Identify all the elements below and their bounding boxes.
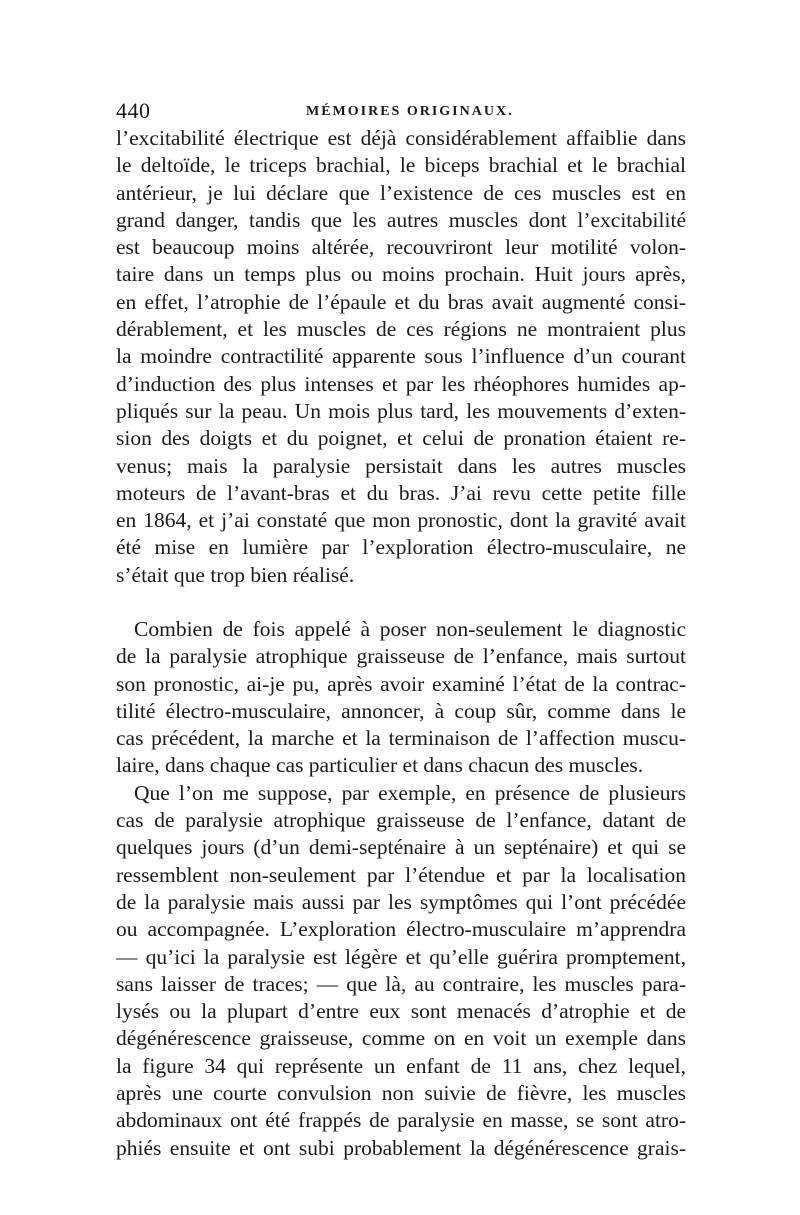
text-line: dérablement, et les muscles de ces régions ne montraient plus	[116, 317, 686, 342]
text-line: abdominaux ont été frappés de paralysie en masse, se sont atro-	[116, 1108, 686, 1133]
text-line: Combien de fois appelé à poser non-seulement le diagnostic	[134, 617, 686, 641]
text-line: antérieur, je lui déclare que l’existence de ces muscles est en	[116, 180, 686, 205]
page-number: 440	[116, 98, 151, 123]
text-line: Que l’on me suppose, par exemple, en présence de plusieurs	[134, 780, 686, 805]
text-line: sion des doigts et du poignet, et celui de pronation étaient re-	[116, 426, 686, 451]
text-line: la moindre contractilité apparente sous l’influence d’un courant	[116, 344, 686, 369]
text-line: grand danger, tandis que les autres muscles dont l’excitabilité	[116, 207, 686, 232]
text-line: de la paralysie mais aussi par les symptômes qui l’ont précédée	[116, 889, 686, 914]
text-line: est beaucoup moins altérée, recouvriront leur motilité volon-	[116, 235, 686, 260]
text-line: cas précédent, la marche et la terminaison de l’affection muscu-	[116, 726, 686, 751]
text-line: d’induction des plus intenses et par les rhéophores humides ap-	[116, 371, 686, 396]
text-line: moteurs de l’avant-bras et du bras. J’ai revu cette petite fille	[116, 480, 686, 505]
text-line: le deltoïde, le triceps brachial, le biceps brachial et le brachial	[116, 153, 686, 178]
text-line: son pronostic, ai-je pu, après avoir examiné l’état de la contrac-	[116, 671, 686, 696]
running-header	[116, 98, 686, 124]
text-line: après une courte convulsion non suivie de fièvre, les muscles	[116, 1081, 686, 1106]
text-line: ressemblent non-seulement par l’étendue et par la localisation	[116, 862, 686, 887]
text-line: l’excitabilité électrique est déjà considérablement affaiblie dans	[116, 126, 686, 150]
text-line: en 1864, et j’ai constaté que mon pronostic, dont la gravité avait	[116, 508, 686, 533]
text-line: lysés ou la plupart d’entre eux sont menacés d’atrophie et de	[116, 999, 686, 1024]
text-line: laire, dans chaque cas particulier et dans chacun des muscles.	[116, 753, 644, 778]
running-title: MÉMOIRES ORIGINAUX.	[306, 104, 514, 119]
paragraph-1	[116, 125, 686, 589]
paragraph-2	[116, 616, 686, 1162]
text-line: cas de paralysie atrophique graisseuse de l’enfance, datant de	[116, 808, 686, 833]
text-line: de la paralysie atrophique graisseuse de l’enfance, mais surtout	[116, 644, 686, 669]
text-line: taire dans un temps plus ou moins prochain. Huit jours après,	[116, 262, 686, 287]
text-line: la figure 34 qui représente un enfant de 11 ans, chez lequel,	[116, 1053, 686, 1078]
text-line: phiés ensuite et ont subi probablement la dégénérescence grais-	[116, 1135, 686, 1160]
text-line: dégénérescence graisseuse, comme on en voit un exemple dans	[116, 1026, 686, 1051]
text-line: quelques jours (d’un demi-septénaire à un septénaire) et qui se	[116, 835, 686, 860]
text-line: venus; mais la paralysie persistait dans les autres muscles	[116, 453, 686, 478]
text-line: tilité électro-musculaire, annoncer, à coup sûr, comme dans le	[116, 698, 686, 723]
text-line: — qu’ici la paralysie est légère et qu’elle guérira promptement,	[116, 944, 686, 969]
text-line: ou accompagnée. L’exploration électro-musculaire m’apprendra	[116, 917, 686, 942]
text-line: sans laisser de traces; — que là, au contraire, les muscles para-	[116, 971, 686, 996]
text-line: en effet, l’atrophie de l’épaule et du bras avait augmenté consi-	[116, 289, 686, 314]
text-line: s’était que trop bien réalisé.	[116, 562, 355, 587]
text-line: pliqués sur la peau. Un mois plus tard, les mouvements d’exten-	[116, 398, 686, 423]
text-line: été mise en lumière par l’exploration électro-musculaire, ne	[116, 535, 686, 560]
